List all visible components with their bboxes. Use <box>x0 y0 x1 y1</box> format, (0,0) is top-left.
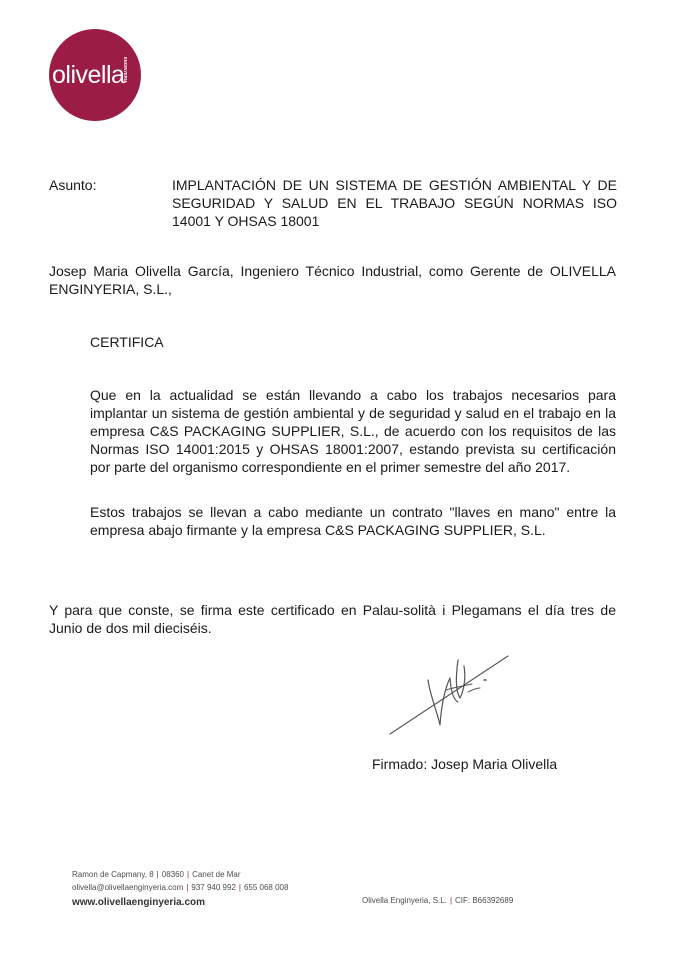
footer-street: Ramon de Capmany, 8 <box>72 870 154 879</box>
footer-phone-2: 655 068 008 <box>243 883 289 892</box>
handwritten-signature <box>388 650 513 740</box>
certifica-heading: CERTIFICA <box>90 334 164 350</box>
footer-contact <box>72 868 288 910</box>
body-paragraph-1: Que en la actualidad se están llevando a cabo los trabajos necesarios para implantar un sistema de gestión ambiental y de seguridad y salud en el trabajo en la empresa C&S PACKAGING SUPPLIER, S.L., de acuerdo con los requisitos de las Normas ISO 14001:2015 y OHSAS 18001:2007, estando prevista su certificación por parte del organismo correspondiente en el primer semestre del año 2017. <box>90 387 616 475</box>
subject-text: IMPLANTACIÓN DE UN SISTEMA DE GESTIÓN AMBIENTAL Y DE SEGURIDAD Y SALUD EN EL TRABAJO SEGÚN NORMAS ISO 14001 Y OHSAS 18001 <box>172 177 617 229</box>
footer-company: Olivella Enginyeria, S.L. | CIF: B66392689 <box>362 896 514 905</box>
subject-label: Asunto: <box>49 177 97 193</box>
body-paragraph-2: Estos trabajos se llevan a cabo mediante un contrato "llaves en mano" entre la empresa abajo firmante y la empresa C&S PACKAGING SUPPLIER, S.L. <box>90 504 616 538</box>
intro-paragraph: Josep Maria Olivella García, Ingeniero Técnico Industrial, como Gerente de OLIVELLA ENGINYERIA, S.L., <box>49 263 616 297</box>
footer-city: Canet de Mar <box>192 870 241 879</box>
logo-text: olivella <box>52 61 125 89</box>
signed-by: Firmado: Josep Maria Olivella <box>372 756 558 772</box>
footer-email[interactable]: olivella@olivellaenginyeria.com <box>72 883 184 892</box>
footer-website[interactable]: www.olivellaenginyeria.com <box>72 897 206 908</box>
logo-vertical-text: ENGINYERIA <box>123 57 128 84</box>
footer-address: Ramon de Capmany, 8 | 08360 | Canet de Mar <box>72 870 241 879</box>
company-logo <box>49 29 141 121</box>
footer-zip: 08360 <box>161 870 184 879</box>
footer-cif: CIF: B66392689 <box>455 896 514 905</box>
footer-company-name: Olivella Enginyeria, S.L. <box>362 896 447 905</box>
footer-contacts: olivella@olivellaenginyeria.com | 937 940 992 | 655 068 008 <box>72 883 289 892</box>
footer-phone-1: 937 940 992 <box>191 883 236 892</box>
closing-paragraph: Y para que conste, se firma este certificado en Palau-solità i Plegamans el día tres de Junio de dos mil dieciséis. <box>49 602 616 636</box>
